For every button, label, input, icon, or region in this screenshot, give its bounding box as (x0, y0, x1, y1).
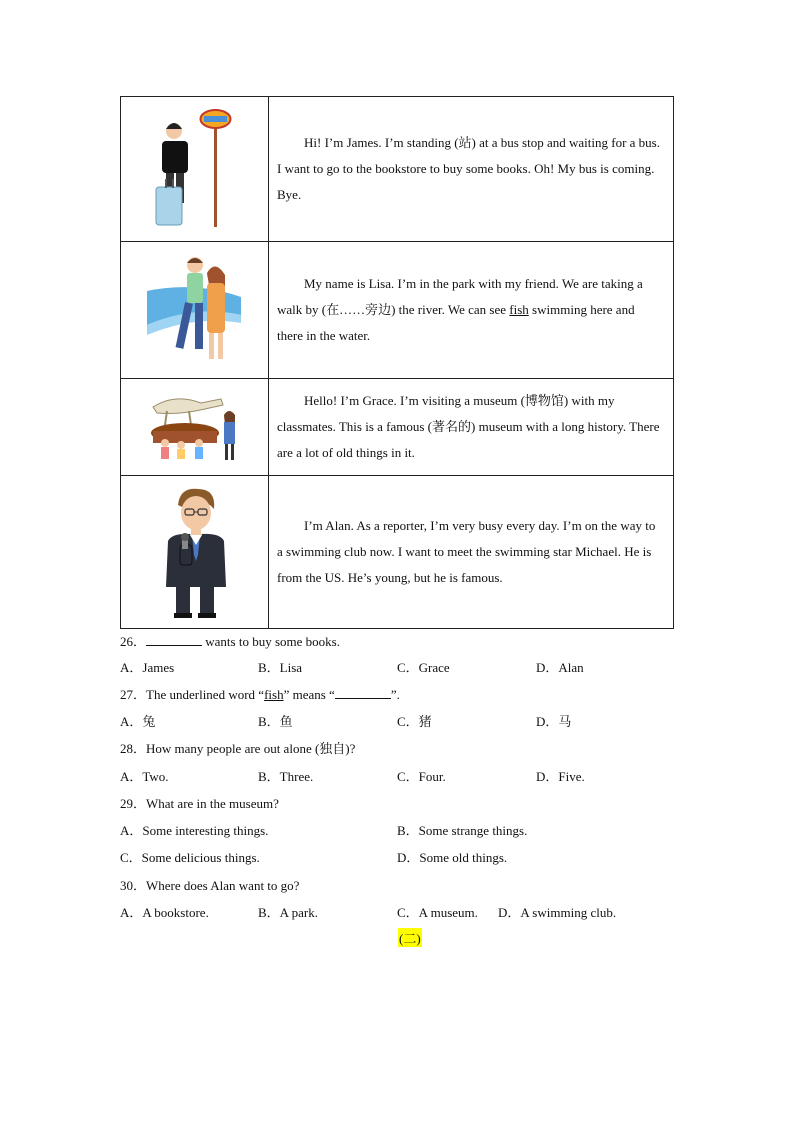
question-28-option-a[interactable]: A．Two. (120, 769, 169, 784)
passage-1-text-cell (269, 97, 674, 242)
question-30: 30．Where does Alan want to go? (120, 878, 300, 893)
passage-4-text: I’m Alan. As a reporter, I’m very busy every day. I’m on the way to a swimming club now. I want to meet the swimming star Michael. He is from the US. He’s young, but he is famous. (277, 518, 656, 585)
question-28-option-b[interactable]: B．Three. (258, 769, 314, 784)
question-30-option-b[interactable]: B．A park. (258, 905, 318, 920)
passage-4-text-cell (269, 476, 674, 629)
question-29-option-c[interactable]: C．Some delicious things. (120, 850, 260, 865)
passage-2-text: My name is Lisa. I’m in the park with my friend. We are taking a walk by (在……旁边) the river. We can see fish swimming here and there in the water. (277, 276, 643, 343)
reporter-microphone-illustration (160, 485, 230, 619)
passage-1-image-cell (121, 97, 269, 242)
answer-blank (146, 633, 202, 646)
question-26: 26． wants to buy some books. (120, 634, 340, 649)
question-26-option-c[interactable]: C．Grace (397, 660, 450, 675)
question-27-option-b[interactable]: B．鱼 (258, 714, 293, 729)
fish-underlined-word: fish (509, 302, 529, 317)
question-27-option-c[interactable]: C．猪 (397, 714, 432, 729)
question-30-option-d[interactable]: D．A swimming club. (498, 905, 617, 920)
question-28: 28．How many people are out alone (独自)? (120, 741, 356, 756)
question-26-option-a[interactable]: A．James (120, 660, 175, 675)
question-28-option-d[interactable]: D．Five. (536, 769, 585, 784)
section-marker: (二) (398, 928, 422, 947)
passage-3-image-cell (121, 379, 269, 476)
answer-blank (335, 686, 391, 699)
question-29-option-d[interactable]: D．Some old things. (397, 850, 508, 865)
museum-dinosaur-illustration (145, 389, 245, 465)
passage-4-image-cell (121, 476, 269, 629)
question-28-option-c[interactable]: C．Four. (397, 769, 446, 784)
traveler-bus-stop-illustration (150, 109, 240, 229)
passage-3-text-cell (269, 379, 674, 476)
question-27: 27．The underlined word “fish” means “ ”. (120, 687, 400, 702)
passage-2-text-cell (269, 242, 674, 379)
passage-2-image-cell (121, 242, 269, 379)
question-26-option-d[interactable]: D．Alan (536, 660, 584, 675)
couple-walking-by-river-illustration (145, 253, 245, 367)
question-30-option-c[interactable]: C．A museum. (397, 905, 478, 920)
reading-passages-table (120, 96, 674, 629)
question-29-option-b[interactable]: B．Some strange things. (397, 823, 528, 838)
question-27-option-a[interactable]: A．兔 (120, 714, 156, 729)
passage-1-text: Hi! I’m James. I’m standing (站) at a bus stop and waiting for a bus. I want to go to the bookstore to buy some books. Oh! My bus is coming. Bye. (277, 135, 660, 202)
question-29-option-a[interactable]: A．Some interesting things. (120, 823, 269, 838)
question-27-option-d[interactable]: D．马 (536, 714, 572, 729)
question-29: 29．What are in the museum? (120, 796, 279, 811)
question-26-option-b[interactable]: B．Lisa (258, 660, 303, 675)
question-30-option-a[interactable]: A．A bookstore. (120, 905, 209, 920)
passage-3-text: Hello! I’m Grace. I’m visiting a museum (博物馆) with my classmates. This is a famous (著名的) museum with a long history. There are a lot of old things in it. (277, 393, 660, 460)
